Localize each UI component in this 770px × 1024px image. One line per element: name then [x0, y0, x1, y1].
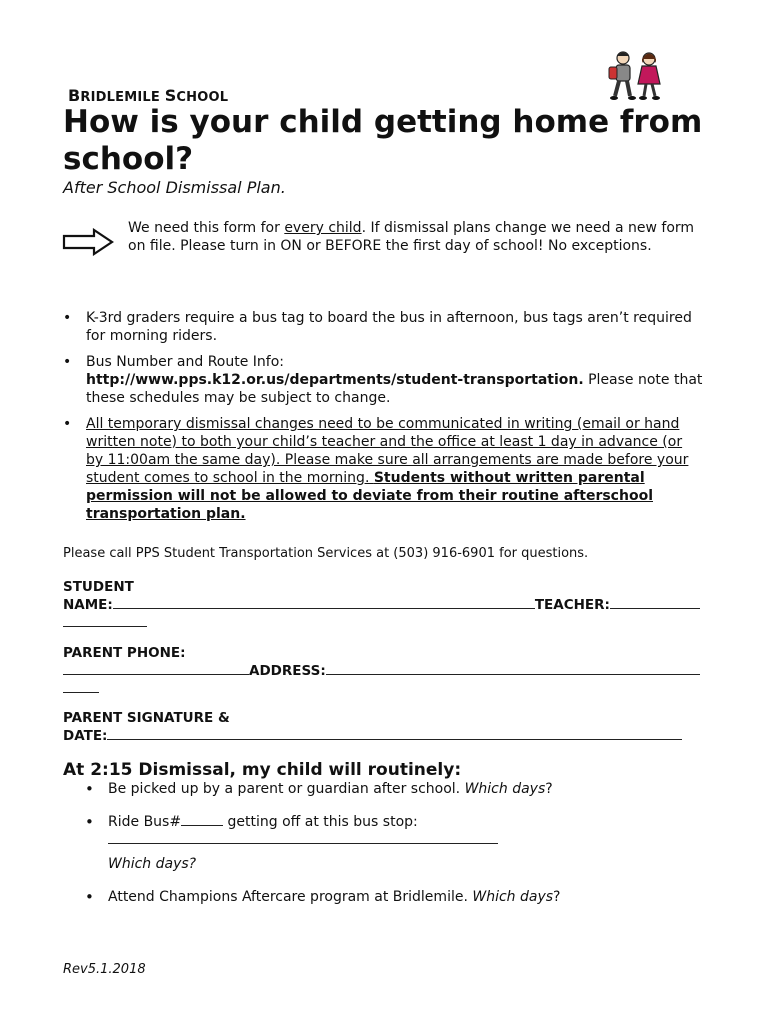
parent-phone-input[interactable]	[63, 662, 249, 675]
option-pickup: • Be picked up by a parent or guardian after school. Which days?	[85, 780, 645, 798]
revision-number: Rev5.1.2018	[63, 962, 146, 977]
student-name-input[interactable]	[113, 596, 535, 609]
address-input[interactable]	[326, 662, 700, 675]
teacher-input[interactable]	[610, 596, 700, 609]
page-subtitle: After School Dismissal Plan.	[63, 178, 286, 197]
teacher-input-continued[interactable]	[63, 614, 147, 627]
student-teacher-field: STUDENT NAME: TEACHER:	[63, 579, 708, 632]
list-item: • K-3rd graders require a bus tag to board the bus in afternoon, bus tags aren’t required for morning riders.	[63, 309, 703, 345]
dismissal-heading: At 2:15 Dismissal, my child will routinely:	[63, 760, 462, 780]
page-title: How is your child getting home from school?	[63, 104, 703, 177]
bus-stop-input[interactable]	[108, 831, 498, 844]
arrow-right-icon	[62, 228, 114, 260]
phone-address-field: PARENT PHONE: ADDRESS:	[63, 645, 708, 698]
option-bus: • Ride Bus# getting off at this bus stop:	[85, 813, 645, 849]
address-input-continued[interactable]	[63, 680, 99, 693]
info-list	[63, 309, 703, 531]
list-item: • All temporary dismissal changes need to be communicated in writing (email or hand written note) to both your child’s teacher and the office at least 1 day in advance (or by 11:00am the same day). Please make sure all arrangements are made before your student comes to school in the morning. Students without written parental permission will not be allowed to deviate from their routine afterschool transportation plan.	[63, 415, 703, 523]
option-aftercare: • Attend Champions Aftercare program at Bridlemile. Which days?	[85, 888, 645, 906]
contact-info: Please call PPS Student Transportation Services at (503) 916-6901 for questions.	[63, 546, 589, 561]
school-name: BRIDLEMILE SCHOOL	[68, 86, 229, 105]
form-notice: We need this form for every child. If dismissal plans change we need a new form on file. Please turn in ON or BEFORE the first day of school! No exceptions.	[128, 220, 695, 254]
route-link[interactable]: http://www.pps.k12.or.us/departments/student-transportation.	[86, 372, 584, 388]
dismissal-options	[85, 780, 645, 906]
signature-field: PARENT SIGNATURE & DATE:	[63, 710, 708, 745]
list-item: • Bus Number and Route Info: http://www.pps.k12.or.us/departments/student-transportation. Please note that these schedules may be subject to change.	[63, 353, 703, 407]
children-walking-icon	[605, 50, 667, 106]
option-bus-days: Which days?	[108, 856, 197, 872]
signature-date-input[interactable]	[107, 727, 682, 740]
bus-number-input[interactable]	[181, 813, 223, 826]
